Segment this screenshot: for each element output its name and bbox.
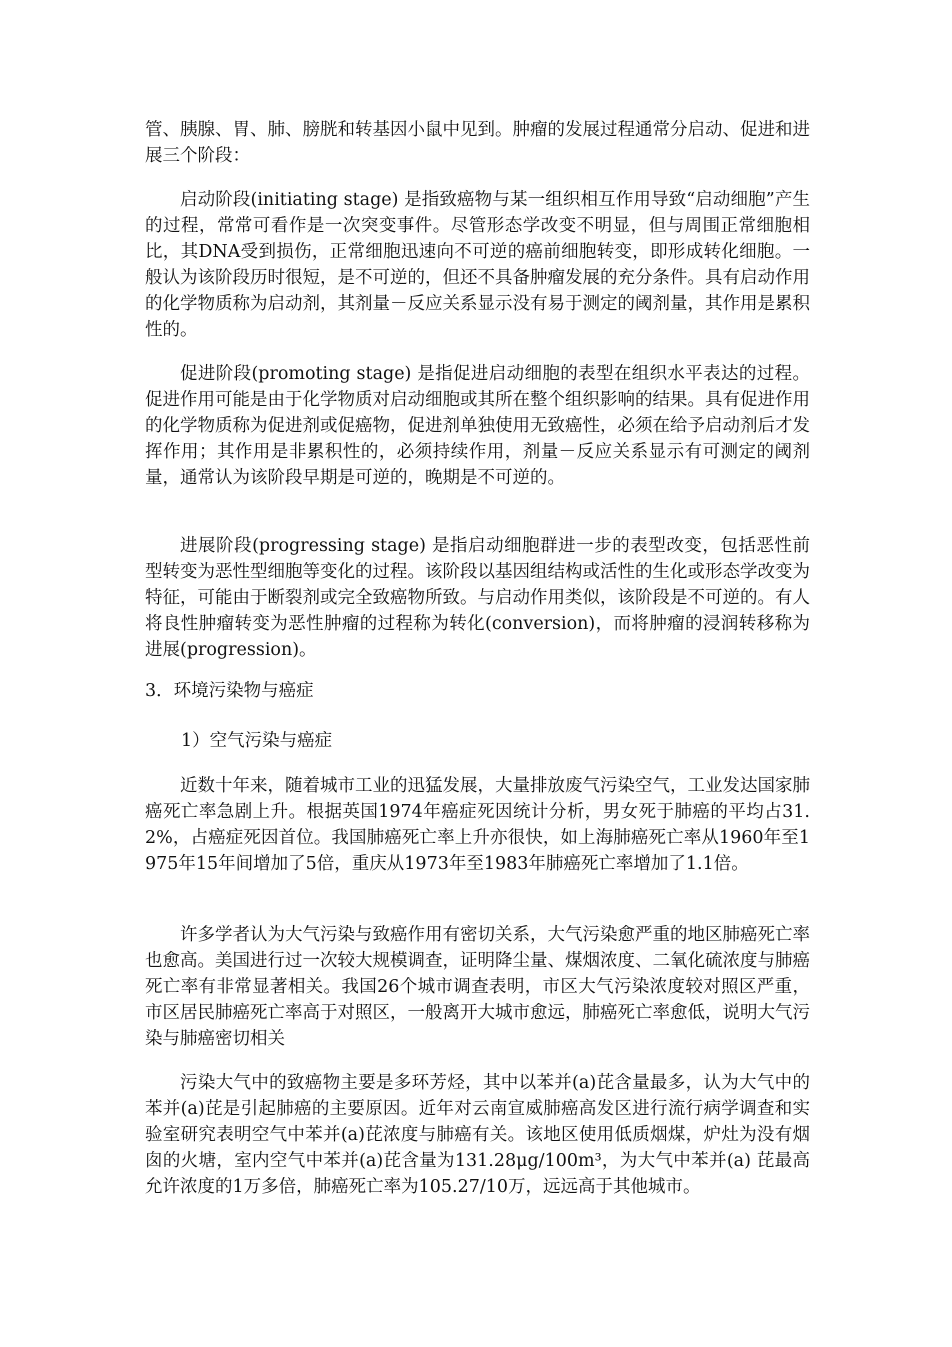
paragraph-initiating-stage: 启动阶段(initiating stage) 是指致癌物与某一组织相互作用导致“启动细胞”产生的过程，常常可看作是一次突变事件。尽管形态学改变不明显，但与周围正常细胞相比，其DNA受到损伤，正常细胞迅速向不可逆的癌前细胞转变，即形成转化细胞。一般认为该阶段历时很短，是不可逆的，但还不具备肿瘤发展的充分条件。具有启动作用的化学物质称为启动剂，其剂量－反应关系显示没有易于测定的阈剂量，其作用是累积性的。 [145, 190, 810, 340]
paragraph-progressing-stage: 进展阶段(progressing stage) 是指启动细胞群进一步的表型改变，包括恶性前型转变为恶性型细胞等变化的过程。该阶段以基因组结构或活性的生化或形态学改变为特征，可能由于断裂剂或完全致癌物所致。与启动作用类似，该阶段是不可逆的。有人将良性肿瘤转变为恶性肿瘤的过程称为转化(conversion)，而将肿瘤的浸润转移称为进展(progression)。 [145, 536, 810, 660]
paragraph-tumor-stages-intro: 管、胰腺、胃、肺、膀胱和转基因小鼠中见到。肿瘤的发展过程通常分启动、促进和进展三个阶段： [145, 120, 810, 166]
paragraph-lung-cancer-mortality: 近数十年来，随着城市工业的迅猛发展，大量排放废气污染空气，工业发达国家肺癌死亡率急剧上升。根据英国1974年癌症死因统计分析，男女死于肺癌的平均占31.2%，占癌症死因首位。我国肺癌死亡率上升亦很快，如上海肺癌死亡率从1960年至1975年15年间增加了5倍，重庆从1973年至1983年肺癌死亡率增加了1.1倍。 [145, 776, 810, 874]
paragraph-benzo-a-pyrene: 污染大气中的致癌物主要是多环芳烃，其中以苯并(a)芘含量最多，认为大气中的苯并(a)芘是引起肺癌的主要原因。近年对云南宣威肺癌高发区进行流行病学调查和实验室研究表明空气中苯并(a)芘浓度与肺癌有关。该地区使用低质烟煤，炉灶为没有烟囱的火塘，室内空气中苯并(a)芘含量为131.28μg/100m³，为大气中苯并(a) 芘最高允许浓度的1万多倍，肺癌死亡率为105.27/10万，远远高于其他城市。 [145, 1073, 810, 1197]
paragraph-air-pollution-correlation: 许多学者认为大气污染与致癌作用有密切关系，大气污染愈严重的地区肺癌死亡率也愈高。美国进行过一次较大规模调查，证明降尘量、煤烟浓度、二氧化硫浓度与肺癌死亡率有非常显著相关。我国26个城市调查表明，市区大气污染浓度较对照区严重，市区居民肺癌死亡率高于对照区，一般离开大城市愈远，肺癌死亡率愈低，说明大气污染与肺癌密切相关 [145, 925, 810, 1049]
subsection-heading-air-pollution: 1）空气污染与癌症 [181, 731, 333, 751]
paragraph-promoting-stage: 促进阶段(promoting stage) 是指促进启动细胞的表型在组织水平表达的过程。促进作用可能是由于化学物质对启动细胞或其所在整个组织影响的结果。具有促进作用的化学物质称为促进剂或促癌物，促进剂单独使用无致癌性，必须在给予启动剂后才发挥作用；其作用是非累积性的，必须持续作用，剂量－反应关系显示有可测定的阈剂量，通常认为该阶段早期是可逆的，晚期是不可逆的。 [145, 364, 810, 488]
section-heading-environmental-pollutants: 3．环境污染物与癌症 [145, 681, 314, 701]
